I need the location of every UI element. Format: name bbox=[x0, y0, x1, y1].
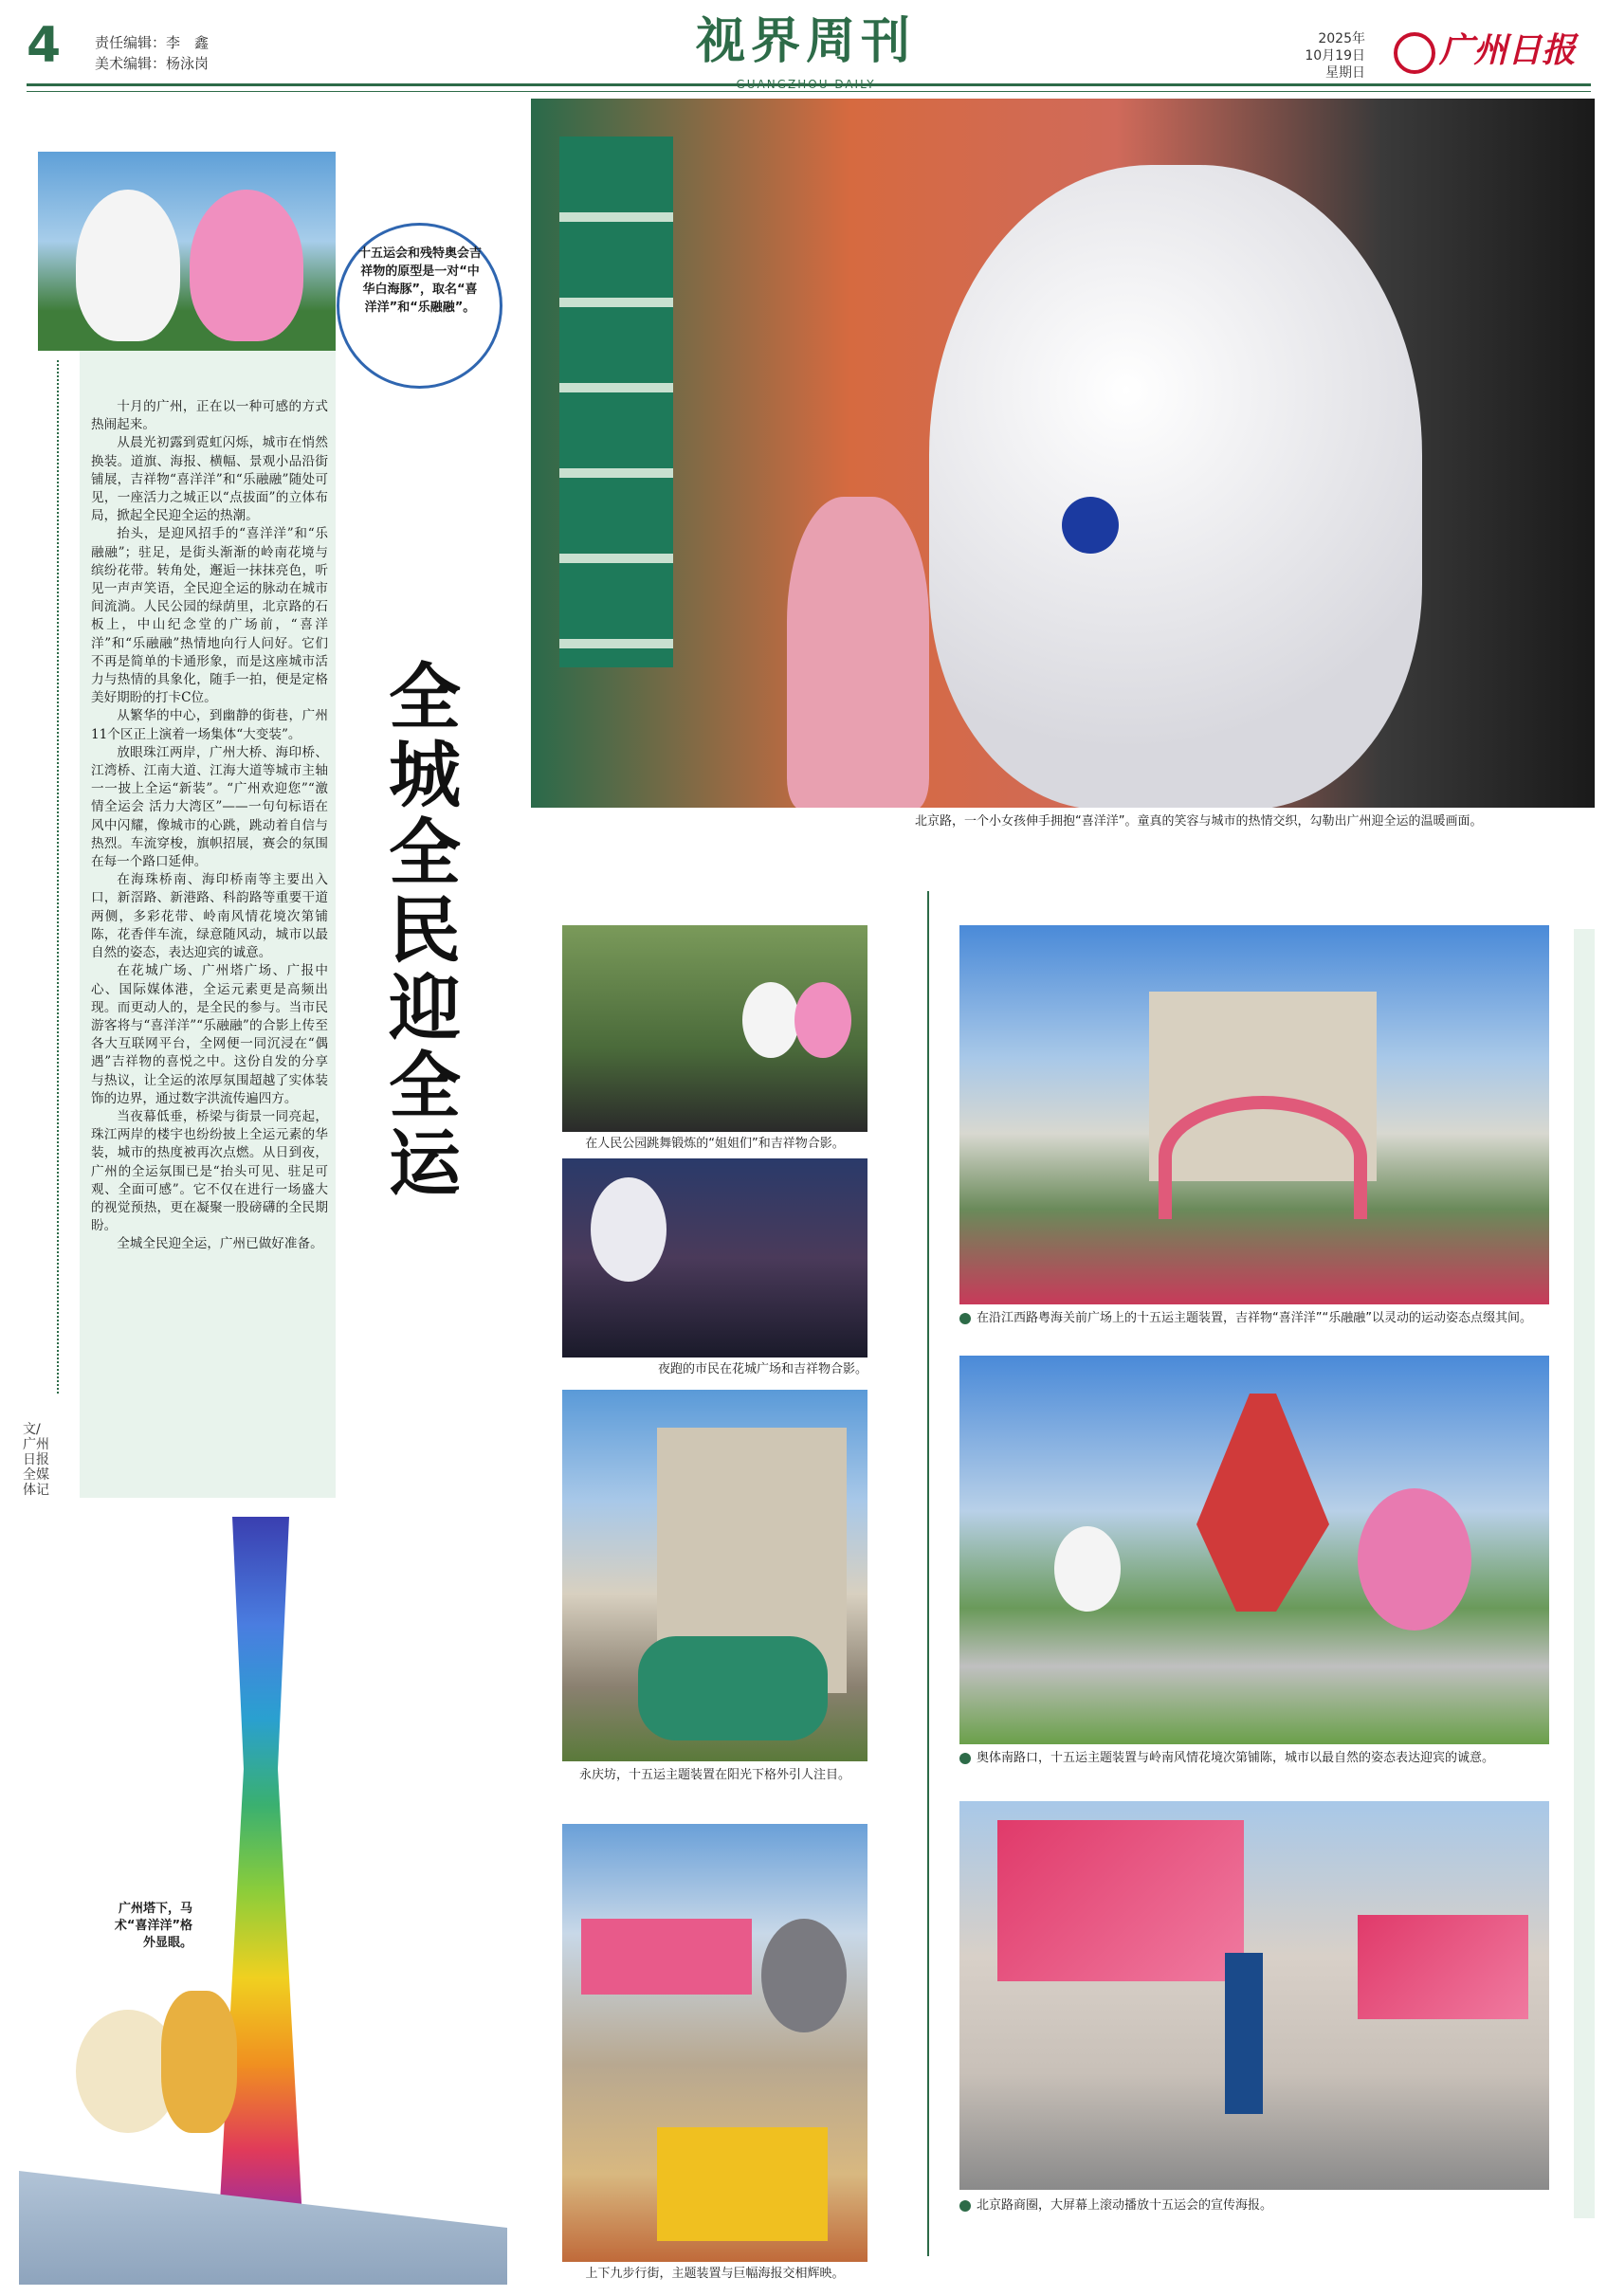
date-weekday: 星期日 bbox=[1325, 65, 1365, 81]
newspaper-logo bbox=[1394, 27, 1593, 74]
date-year: 2025年 bbox=[1318, 31, 1365, 46]
right-green-bar bbox=[1574, 929, 1595, 2218]
customs-square-photo bbox=[959, 925, 1549, 1304]
horse-shape bbox=[161, 1991, 237, 2133]
article-paragraph: 在海珠桥南、海印桥南等主要出入口，新滘路、新港路、科韵路等重要干道两侧，多彩花带、岭南风情花境次第铺陈，花香伴车流，绿意随风动，城市以最自然的姿态，表达迎宾的诚意。 bbox=[91, 872, 328, 961]
article-paragraph: 从繁华的中心，到幽静的街巷，广州11个区正上演着一场集体“大变装”。 bbox=[91, 708, 328, 742]
bullet-dot-icon bbox=[959, 1313, 971, 1324]
beijinglu-caption: 北京路商圈，大屏幕上滚动播放十五运会的宣传海报。 bbox=[959, 2197, 1549, 2214]
photo-credit: 文/广州日报全媒体记 bbox=[23, 1422, 49, 1498]
mascot-pair-photo bbox=[38, 152, 336, 351]
night-run-caption: 夜跑的市民在花城广场和吉祥物合影。 bbox=[657, 1362, 867, 1376]
logo-mark-icon bbox=[1394, 32, 1435, 74]
yongqingfang-photo bbox=[562, 1390, 867, 1761]
customs-caption: 在沿江西路粤海关前广场上的十五运主题装置，吉祥物“喜洋洋”“乐融融”以灵动的运动姿态点缀其间。 bbox=[959, 1310, 1549, 1327]
olympic-road-photo bbox=[959, 1356, 1549, 1744]
art-editor-line: 美术编辑：杨泳岗 bbox=[95, 55, 210, 72]
editor-line: 责任编辑：李 鑫 bbox=[95, 34, 210, 51]
article-paragraph: 放眼珠江两岸，广州大桥、海印桥、江湾桥、江南大道、江海大道等城市主轴一一披上全运“新装”。“广州欢迎您”“激情全运会 活力大湾区”——一句句标语在风中闪耀，像城市的心跳，跳动着自信与热烈。车流穿梭，旗帜招展，赛会的氛围在每一个路口延伸。 bbox=[91, 744, 328, 870]
article-paragraph: 十月的广州，正在以一种可感的方式热闹起来。 bbox=[91, 399, 328, 433]
white-mascot-shape bbox=[76, 190, 180, 341]
mascot-statue-shape bbox=[929, 165, 1422, 808]
headline: 全城全民迎全运 bbox=[389, 655, 461, 1206]
xiajiulu-photo bbox=[562, 1824, 867, 2262]
article-body bbox=[91, 398, 328, 1254]
editor-credits bbox=[95, 32, 209, 74]
night-run-photo bbox=[562, 1158, 867, 1358]
divider-line bbox=[927, 891, 929, 2256]
main-photo-beijing-road bbox=[531, 99, 1595, 808]
girl-shape bbox=[787, 497, 929, 808]
newspaper-name: 广州日报 bbox=[1439, 30, 1577, 70]
issue-date bbox=[1261, 30, 1365, 82]
article-paragraph: 全城全民迎全运，广州已做好准备。 bbox=[117, 1236, 323, 1252]
mascot-eye-shape bbox=[1062, 497, 1119, 554]
canton-tower-photo bbox=[19, 1498, 507, 2285]
olympic-caption: 奥体南路口，十五运主题装置与岭南风情花境次第铺陈，城市以最自然的姿态表达迎宾的诚意。 bbox=[959, 1750, 1549, 1767]
header-rule bbox=[27, 83, 1591, 86]
park-dance-caption: 在人民公园跳舞锻炼的“姐姐们”和吉祥物合影。 bbox=[585, 1137, 845, 1151]
callout-text: 十五运会和残特奥会吉祥物的原型是一对“中华白海豚”，取名“喜洋洋”和“乐融融”。 bbox=[358, 246, 483, 315]
yongqingfang-caption: 永庆坊，十五运主题装置在阳光下格外引人注目。 bbox=[578, 1768, 850, 1782]
article-paragraph: 当夜幕低垂，桥梁与街景一同亮起，珠江两岸的楼宇也纷纷披上全运元素的华装，城市的热度被再次点燃。从日到夜，广州的全运氛围已是“抬头可见、驻足可观、全面可感”。它不仅在进行一场盛大的视觉预热，更在凝聚一股磅礴的全民期盼。 bbox=[91, 1108, 328, 1234]
xiajiulu-caption: 上下九步行街，主题装置与巨幅海报交相辉映。 bbox=[585, 2267, 845, 2281]
article-paragraph: 从晨光初露到霓虹闪烁，城市在悄然换装。道旗、海报、横幅、景观小品沿街铺展，吉祥物“喜洋洋”和“乐融融”随处可见，一座活力之城正以“点拔面”的立体布局，掀起全民迎全运的热潮。 bbox=[91, 435, 328, 524]
section-title: 视界周刊 bbox=[695, 12, 916, 70]
main-photo-caption: 北京路，一个小女孩伸手拥抱“喜洋洋”。童真的笑容与城市的热情交织，勾勒出广州迎全运的温暖画面。 bbox=[915, 814, 1483, 829]
header-rule-thin bbox=[27, 91, 1591, 92]
beijing-road-screen-photo bbox=[959, 1801, 1549, 2190]
tower-caption: 广州塔下，马术“喜洋洋”格外显眼。 bbox=[114, 1902, 192, 1950]
article-paragraph: 在花城广场、广州塔广场、广报中心、国际媒体港，全运元素更是高频出现。而更动人的，是全民的参与。当市民游客将与“喜洋洋”“乐融融”的合影上传至各大互联网平台，全网便一同沉浸在“偶遇”吉祥物的喜悦之中。这份自发的分享与热议，让全运的浓厚氛围超越了实体装饰的边界，通过数字洪流传遍四方。 bbox=[91, 963, 328, 1106]
article-paragraph: 抬头，是迎风招手的“喜洋洋”和“乐融融”；驻足，是街头渐渐的岭南花境与缤纷花带。转角处，邂逅一抹抹亮色，听见一声声笑语，全民迎全运的脉动在城市间流淌。人民公园的绿荫里，北京路的石板上，中山纪念堂的广场前，“喜洋洋”和“乐融融”热情地向行人问好。它们不再是简单的卡通形象，而是这座城市活力与热情的具象化，随手一拍，便是定格美好期盼的打卡C位。 bbox=[91, 526, 328, 706]
shelf-shape bbox=[559, 137, 673, 667]
pink-mascot-shape bbox=[190, 190, 303, 341]
date-day: 10月19日 bbox=[1305, 48, 1365, 64]
park-dance-photo bbox=[562, 925, 867, 1132]
bullet-dot-icon bbox=[959, 2200, 971, 2212]
page-number: 4 bbox=[27, 17, 62, 74]
bullet-dot-icon bbox=[959, 1753, 971, 1764]
dotted-guide-line bbox=[57, 360, 59, 1394]
